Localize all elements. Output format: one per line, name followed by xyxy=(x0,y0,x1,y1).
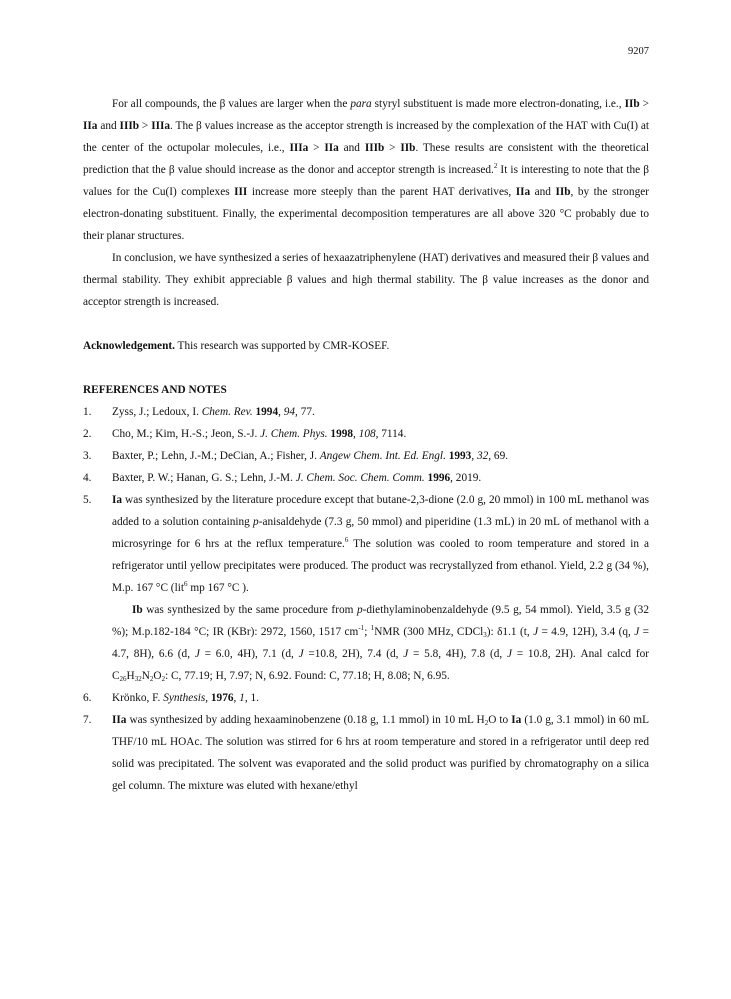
paragraph-conclusion: In conclusion, we have synthesized a series of hexaazatriphenylene (HAT) derivatives and measured their β values and thermal stability. They exhibit appreciable β values and high thermal stability. The β value increases as the donor and acceptor strength is increased. xyxy=(83,252,649,308)
reference-list xyxy=(83,401,649,797)
acknowledgement-heading: Acknowledgement. xyxy=(83,340,175,352)
acknowledgement-text: This research was supported by CMR-KOSEF. xyxy=(174,340,390,352)
reference-item-7: 7. IIa was synthesized by adding hexaaminobenzene (0.18 g, 1.1 mmol) in 10 mL $H_2O$ to Ia (1.0 g, 3.1 mmol) in 60 mL THF/10 mL HOAc. The solution was stirred for 6 hrs at room temperature and stored in a refrigerator until deep red solid was precipitated. The solvent was evaporated and the solid product was purified by chromatography on a silica gel column. The mixture was eluted with hexane/ethyl xyxy=(83,714,649,792)
acknowledgement xyxy=(83,335,649,357)
reference-item-6: 6. Krönko, F. Synthesis, 1976, 1, 1. xyxy=(83,692,259,704)
page-number: 9207 xyxy=(628,46,649,57)
reference-5-compound-ib: Ib was synthesized by the same procedure from p-diethylaminobenzaldehyde (9.5 g, 54 mmol). Yield, 3.5 g (32 %); M.p.182-184 °C; IR (KBr): 2972, 1560, 1517 $cm^{-1}$; $^1$NMR (300 MHz, CDCl$_3$): δ1.1 (t, J = 4.9, 12H), 3.4 (q, J = 4.7, 8H), 6.6 (d, J = 6.0, 4H), 7.1 (d, J =10.8, 2H), 7.4 (d, J = 5.8, 4H), 7.8 (d, J = 10.8, 2H). Anal calcd for $C_{26}H_{32}N_2O_2$: C, 77.19; H, 7.97; N, 6.92. Found: C, 77.18; H, 8.08; N, 6.95. xyxy=(112,604,650,683)
reference-item-2: 2. Cho, M.; Kim, H.-S.; Jeon, S.-J. J. Chem. Phys. 1998, 108, 7114. xyxy=(83,428,407,440)
reference-item-1: 1. Zyss, J.; Ledoux, I. Chem. Rev. 1994, 94, 77. xyxy=(83,406,315,418)
reference-item-5: 5. Ia was synthesized by the literature procedure except that butane-2,3-dione (2.0 g, 20 mmol) in 100 mL methanol was added to a solution containing p-anisaldehyde (7.3 g, 50 mmol) and piperidine (1.3 mL) in 20 mL of methanol with a microsyringe for 6 hrs at the reflux temperature.$^6$ The solution was cooled to room temperature and stored in a refrigerator until yellow precipitates were produced. The product was recrystallyzed from ethanol. Yield, 2.2 g (34 %), M.p. 167 °C (lit$^6$ mp 167 °C ). Ib was synthesized by the same procedure from p-diethylaminobenzaldehyde (9.5 g, 54 mmol). Yield, 3.5 g (32 %); M.p.182-184 °C; IR (KBr): 2972, 1560, 1517 $cm^{-1}$; $^1$NMR (300 MHz, CDCl$_3$): δ1.1 (t, J = 4.9, 12H), 3.4 (q, J = 4.7, 8H), 6.6 (d, J = 6.0, 4H), 7.1 (d, J =10.8, 2H), 7.4 (d, J = 5.8, 4H), 7.8 (d, J = 10.8, 2H). Anal calcd for $C_{26}H_{32}N_2O_2$: C, 77.19; H, 7.97; N, 6.92. Found: C, 77.18; H, 8.08; N, 6.95. xyxy=(83,489,649,687)
page-body xyxy=(83,93,649,797)
reference-item-3: 3. Baxter, P.; Lehn, J.-M.; DeCian, A.; Fisher, J. Angew Chem. Int. Ed. Engl. 1993, 32, 69. xyxy=(83,450,509,462)
reference-5-compound-ia: Ia was synthesized by the literature procedure except that butane-2,3-dione (2.0 g, 20 mmol) in 100 mL methanol was added to a solution containing p-anisaldehyde (7.3 g, 50 mmol) and piperidine (1.3 mL) in 20 mL of methanol with a microsyringe for 6 hrs at the reflux temperature.$^6$ The solution was cooled to room temperature and stored in a refrigerator until yellow precipitates were produced. The product was recrystallyzed from ethanol. Yield, 2.2 g (34 %), M.p. 167 °C (lit$^6$ mp 167 °C ). xyxy=(112,494,649,594)
paragraph-results: For all compounds, the β values are larger when the para styryl substituent is made more electron-donating, i.e., IIb > IIa and IIIb > IIIa. The β values increase as the acceptor strength is increased by the complexation of the HAT with Cu(I) at the center of the octupolar molecules, i.e., IIIa > IIa and IIIb > IIb. These results are consistent with the theoretical prediction that the β value should increase as the donor and acceptor strength is increased.$^2$ It is interesting to note that the β values for the Cu(I) complexes III increase more steeply than the parent HAT derivatives, IIa and IIb, by the stronger electron-donating substituent. Finally, the experimental decomposition temperatures are all above 320 °C probably due to their planar structures. xyxy=(83,98,649,242)
references-heading: REFERENCES AND NOTES xyxy=(83,384,227,396)
reference-item-4: 4. Baxter, P. W.; Hanan, G. S.; Lehn, J.-M. J. Chem. Soc. Chem. Comm. 1996, 2019. xyxy=(83,472,482,484)
